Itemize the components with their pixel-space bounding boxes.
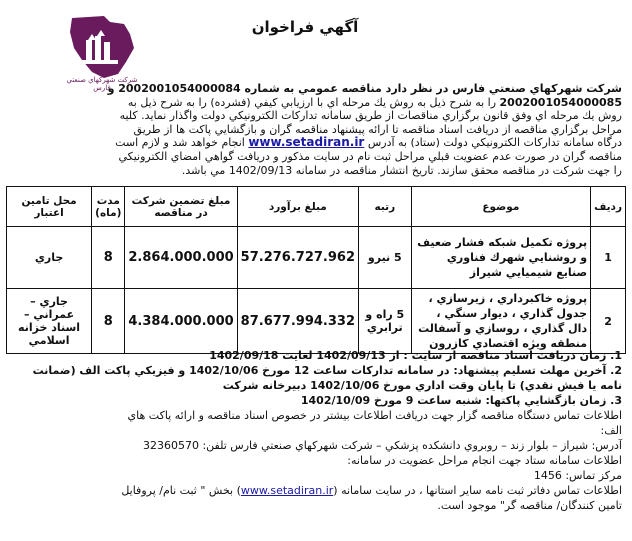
intro-line-5b: انجام خواهد شد و لازم است	[115, 136, 245, 150]
cell-row-number: 1	[591, 227, 626, 289]
info-call-center: مركز تماس: 1456	[533, 469, 622, 482]
note-submission-deadline-cont: نامه يا فيش نقدي) تا پايان وقت اداري مورخ 1402/10/06 دبيرخانه شركت	[222, 379, 622, 392]
header-estimate: مبلغ برآورد	[237, 187, 358, 227]
header-row-number: رديف	[591, 187, 626, 227]
page-title: آگهي فراخوان	[251, 18, 359, 36]
note-submission-deadline: 2. آخرين مهلت تسليم پيشنهاد: در سامانه تداركات ساعت 12 مورخ 1402/10/06 و فيزيكي پاكت الف (ضمانت	[32, 364, 622, 377]
info-contact-intro: اطلاعات تماس دستگاه مناقصه گزار جهت دريافت اطلاعات بيشتر در خصوص اسناد مناقصه و ارائه پاكت هاي	[127, 409, 622, 422]
cell-subject: پروژه خاكبرداري ، زيرسازي ، جدول گذاري ، ديوار سنگي ، دال گذاري ، روسازي و آسفالت منطقه ويژه اقتصادي كازرون	[411, 289, 591, 354]
notes-section	[10, 348, 622, 513]
table-row	[7, 289, 626, 354]
cell-funding: جاري – عمراني – اسناد خزانه اسلامي	[7, 289, 92, 354]
cell-duration: 8	[92, 227, 125, 289]
setadiran-link-2[interactable]: www.setadiran.ir	[240, 484, 334, 497]
cell-grade: 5 نيرو	[359, 227, 412, 289]
info-address: آدرس: شيراز – بلوار زند – روبروي دانشكده پزشكي – شركت شهركهاي صنعتي فارس تلفن: 32360570	[142, 439, 622, 452]
intro-line-7: را جهت شركت در مناقصه محقق سازند. تاريخ انتشار مناقصه در سامانه 1402/09/13 مي باشد.	[181, 163, 622, 177]
cell-estimate: 57.276.727.962	[237, 227, 358, 289]
logo-caption: شركت شهركهاي صنعتي فارس	[66, 76, 138, 92]
info-provincial-offices	[10, 483, 622, 498]
info-provincial-cont: تامين كنندگان/ مناقصه گر" موجود است.	[437, 499, 622, 512]
intro-line-4: مراحل برگزاري مناقصه از دريافت اسناد مناقصه تا ارائه پيشنهاد مناقصه گران و بازگشايي پاكت ها از طريق	[133, 122, 622, 136]
cell-grade: 5 راه و ترابري	[359, 289, 412, 354]
cell-estimate: 87.677.994.332	[237, 289, 358, 354]
tender-table	[6, 186, 626, 354]
table-header-row	[7, 187, 626, 227]
setadiran-link[interactable]: www.setadiran.ir	[248, 135, 365, 150]
cell-duration: 8	[92, 289, 125, 354]
cell-funding: جاري	[7, 227, 92, 289]
header-grade: رتبه	[359, 187, 412, 227]
table-row	[7, 227, 626, 289]
cell-guarantee: 2.864.000.000	[125, 227, 237, 289]
header-subject: موضوع	[411, 187, 591, 227]
intro-line-3: روش يك مرحله اي وفق قانون برگزاري مناقصات از طريق سامانه تداركات الكترونيكي دولت واگذار نمايد. كليه	[119, 109, 622, 123]
intro-paragraph	[10, 82, 622, 177]
info-contact-intro-cont: الف:	[600, 424, 622, 437]
cell-row-number: 2	[591, 289, 626, 354]
header-duration: مدت (ماه)	[92, 187, 125, 227]
intro-line-5a: درگاه سامانه تداركات الكترونيكي دولت (ستاد) به آدرس	[367, 136, 622, 150]
intro-line-1: شركت شهركهاي صنعتي فارس در نظر دارد مناقصه عمومي به شماره 2002001054000084 و	[107, 82, 622, 95]
cell-guarantee: 4.384.000.000	[125, 289, 237, 354]
intro-line-2: را به شرح ذيل به روش يك مرحله اي با ارزيابي كيفي (فشرده) را به شرح ذيل به	[127, 95, 500, 109]
header-funding: محل تامين اعتبار	[7, 187, 92, 227]
info-setad: اطلاعات سامانه ستاد جهت انجام مراحل عضويت در سامانه:	[347, 454, 622, 467]
info-provincial-b: ) بخش " ثبت نام/ پروفايل	[121, 484, 241, 497]
note-opening-time: 3. زمان بازگشايي پاكتها: شنبه ساعت 9 مورخ 1402/10/09	[300, 394, 622, 407]
info-provincial-a: اطلاعات تماس دفاتر ثبت نامه ساير استانها ، در سايت سامانه (	[333, 484, 622, 497]
intro-line-6: مناقصه گران در صورت عدم عضويت قبلي مراحل ثبت نام در سايت مذكور و دريافت گواهي امضاي الكترونيكي	[118, 149, 622, 163]
header-guarantee: مبلغ تضمين شركت در مناقصه	[125, 187, 237, 227]
intro-tender-number-2: 2002001054000085	[499, 95, 622, 109]
cell-subject: پروژه تكميل شبكه فشار ضعيف و روشنايي شهرك فناوري صنايع شيميايي شيراز	[411, 227, 591, 289]
note-document-receipt: 1. زمان دريافت اسناد مناقصه از سايت : از 1402/09/13 لغايت 1402/09/18	[209, 349, 622, 362]
